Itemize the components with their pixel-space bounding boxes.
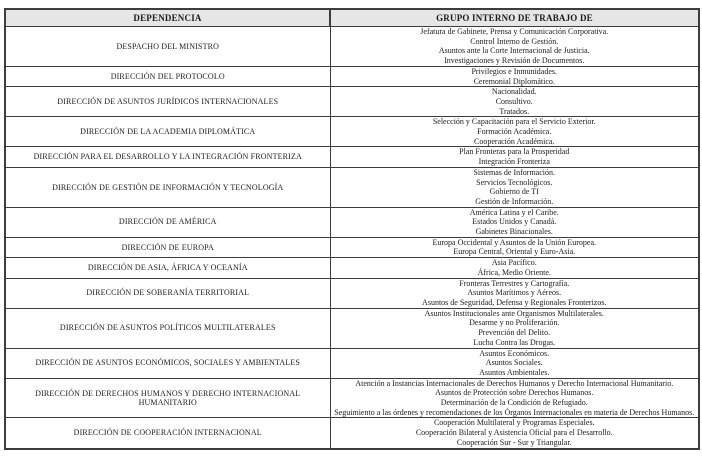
grupo-line: Ceremonial Diplomático. bbox=[473, 76, 555, 86]
grupos-cell bbox=[330, 348, 699, 378]
table-row bbox=[5, 258, 699, 278]
dependencias-table bbox=[4, 8, 700, 450]
dependencia-cell: DIRECCIÓN DE DERECHOS HUMANOS Y DERECHO INTERNACIONAL HUMANITARIO bbox=[5, 378, 330, 418]
grupo-line: Asuntos Económicos. bbox=[479, 348, 550, 358]
table-row bbox=[5, 66, 699, 86]
grupos-cell bbox=[330, 167, 699, 207]
table-row bbox=[5, 87, 699, 117]
grupo-line: Asuntos Sociales. bbox=[485, 358, 543, 368]
table-row bbox=[5, 167, 699, 207]
grupo-line: Determinación de la Condición de Refugiado. bbox=[440, 398, 588, 408]
table-row bbox=[5, 117, 699, 147]
grupo-line: Tratados. bbox=[499, 106, 530, 116]
table-body bbox=[5, 27, 699, 449]
grupos-cell bbox=[330, 87, 699, 117]
grupo-line: Investigaciones y Revisión de Documentos. bbox=[444, 56, 585, 66]
dependencia-cell: DIRECCIÓN DE ASUNTOS ECONÓMICOS, SOCIALES Y AMBIENTALES bbox=[5, 348, 330, 378]
table-row bbox=[5, 278, 699, 308]
grupos-cell bbox=[330, 237, 699, 257]
grupos-cell bbox=[330, 27, 699, 67]
grupos-cell bbox=[330, 207, 699, 237]
table-header bbox=[5, 9, 699, 27]
dependencia-cell: DIRECCIÓN DE GESTIÓN DE INFORMACIÓN Y TECNOLOGÍA bbox=[5, 167, 330, 207]
grupo-line: Plan Fronteras para la Prosperidad bbox=[459, 147, 570, 157]
header-row bbox=[5, 9, 699, 27]
table-row bbox=[5, 237, 699, 257]
table-row bbox=[5, 27, 699, 67]
dependencia-cell: DIRECCIÓN DEL PROTOCOLO bbox=[5, 66, 330, 86]
grupos-cell bbox=[330, 147, 699, 167]
grupo-line: Asuntos de Seguridad, Defensa y Regionales Fronterizos. bbox=[422, 297, 607, 307]
grupos-cell bbox=[330, 378, 699, 418]
table-row bbox=[5, 207, 699, 237]
grupos-cell bbox=[330, 66, 699, 86]
grupos-cell bbox=[330, 117, 699, 147]
grupo-line: Europa Central, Oriental y Euro-Asia. bbox=[453, 247, 576, 257]
grupo-line: Estados Unidos y Canadá. bbox=[472, 217, 557, 227]
grupo-line: Seguimiento a las órdenes y recomendaciones de los Órganos Internacionales en materia de Derechos Humanos. bbox=[334, 407, 695, 417]
dependencia-cell: DIRECCIÓN DE EUROPA bbox=[5, 237, 330, 257]
grupo-line: Formación Académica. bbox=[477, 127, 552, 137]
grupo-line: Servicios Tecnológicos. bbox=[476, 177, 553, 187]
dependencia-cell: DIRECCIÓN DE ASUNTOS POLÍTICOS MULTILATERALES bbox=[5, 308, 330, 348]
grupo-line: Fronteras Terrestres y Cartografía. bbox=[459, 278, 570, 288]
grupo-line: Integración Fronteriza bbox=[478, 157, 550, 167]
grupo-line: Privilegios e Inmunidades. bbox=[471, 66, 558, 76]
dependencia-cell: DIRECCIÓN PARA EL DESARROLLO Y LA INTEGRACIÓN FRONTERIZA bbox=[5, 147, 330, 167]
table-row bbox=[5, 378, 699, 418]
grupo-line: Gestión de Información. bbox=[475, 196, 554, 206]
dependencia-cell: DIRECCIÓN DE AMÉRICA bbox=[5, 207, 330, 237]
grupo-line: Gobierno de TI bbox=[489, 187, 539, 197]
grupo-line: Atención a Instancias Internacionales de Derechos Humanos y Derecho Internacional Humanitario. bbox=[355, 378, 674, 388]
grupo-line: Consultivo. bbox=[495, 96, 533, 106]
grupo-line: Asuntos de Protección sobre Derechos Humanos. bbox=[435, 388, 594, 398]
grupo-line: Nacionalidad. bbox=[491, 87, 537, 97]
grupo-line: América Latina y el Caribe. bbox=[469, 207, 559, 217]
grupo-line: Asuntos Institucionales ante Organismos Multilaterales. bbox=[424, 308, 604, 318]
table-row bbox=[5, 418, 699, 449]
grupos-cell bbox=[330, 308, 699, 348]
grupo-line: Control Interno de Gestión. bbox=[470, 36, 559, 46]
grupo-line: Europa Occidental y Asuntos de la Unión Europea. bbox=[432, 237, 596, 247]
grupos-cell bbox=[330, 418, 699, 449]
grupo-line: Cooperación Multilateral y Programas Especiales. bbox=[433, 418, 595, 428]
grupos-cell bbox=[330, 258, 699, 278]
dependencia-cell: DIRECCIÓN DE ASUNTOS JURÍDICOS INTERNACIONALES bbox=[5, 87, 330, 117]
grupo-line: Selección y Capacitación para el Servicio Exterior. bbox=[432, 117, 596, 127]
grupo-line: Lucha Contra las Drogas. bbox=[473, 337, 556, 347]
grupo-line: Gabinetes Binacionales. bbox=[475, 227, 553, 237]
dependencia-cell: DIRECCIÓN DE COOPERACIÓN INTERNACIONAL bbox=[5, 418, 330, 449]
table-row bbox=[5, 348, 699, 378]
grupo-line: Sistemas de Información. bbox=[473, 167, 556, 177]
table-row bbox=[5, 308, 699, 348]
dependencia-cell: DESPACHO DEL MINISTRO bbox=[5, 27, 330, 67]
grupo-line: África, Medio Oriente. bbox=[477, 267, 551, 277]
dependencia-cell: DIRECCIÓN DE LA ACADEMIA DIPLOMÁTICA bbox=[5, 117, 330, 147]
grupo-line: Jefatura de Gabinete, Prensa y Comunicación Corporativa. bbox=[420, 27, 609, 36]
header-dependencia: DEPENDENCIA bbox=[5, 9, 330, 27]
grupo-line: Asuntos Ambientales. bbox=[479, 367, 550, 377]
grupo-line: Asuntos ante la Corte Internacional de Justicia. bbox=[438, 46, 590, 56]
dependencia-cell: DIRECCIÓN DE ASIA, ÁFRICA Y OCEANÍA bbox=[5, 258, 330, 278]
grupo-line: Asuntos Marítimos y Aéreos. bbox=[467, 288, 562, 298]
grupo-line: Cooperación Sur - Sur y Triangular. bbox=[456, 437, 572, 447]
table-row bbox=[5, 147, 699, 167]
grupo-line: Cooperación Bilateral y Asistencia Oficial para el Desarrollo. bbox=[415, 428, 613, 438]
grupo-line: Desarme y no Proliferación. bbox=[469, 318, 560, 328]
header-grupo-interno: GRUPO INTERNO DE TRABAJO DE bbox=[330, 9, 699, 27]
grupos-cell bbox=[330, 278, 699, 308]
grupo-line: Prevención del Delito. bbox=[478, 328, 551, 338]
dependencia-cell: DIRECCIÓN DE SOBERANÍA TERRITORIAL bbox=[5, 278, 330, 308]
grupo-line: Asia Pacífico. bbox=[491, 258, 537, 268]
grupo-line: Cooperación Académica. bbox=[474, 136, 555, 146]
